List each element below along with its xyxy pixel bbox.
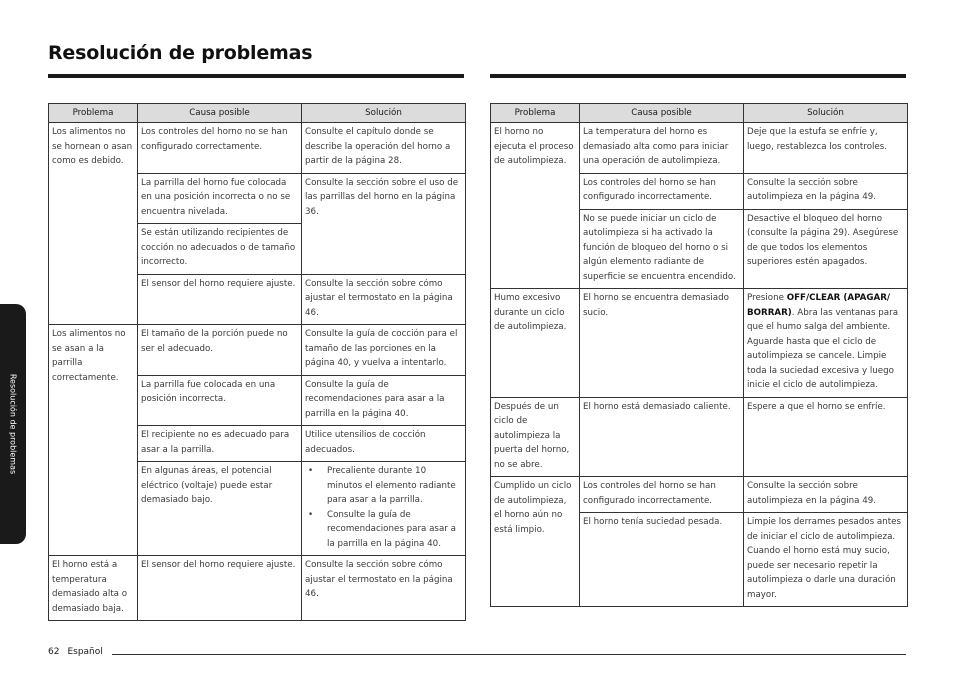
solution-text: Consulte la guía de recomendaciones para asar a la parrilla en la página — [305, 379, 445, 419]
bullet-item: • Consulte la guía de recomendaciones para asar a la parrilla en la página 40. — [305, 508, 462, 552]
solution-cell: Consulte la sección sobre autolimpieza en la página 49. — [744, 173, 908, 209]
problem-cell: Humo excesivo durante un ciclo de autolimpieza. — [491, 289, 580, 398]
cause-cell: El horno tenía suciedad pesada. — [580, 513, 744, 607]
solution-text: Consulte la guía de recomendaciones para asar a la parrilla en la página — [327, 509, 456, 549]
page-ref-link[interactable]: 40 — [427, 538, 439, 549]
solution-cell: Consulte la sección sobre cómo ajustar el termostato en la página 46. — [302, 274, 466, 325]
solution-text: Consulte el capítulo donde se describe la operación del horno a partir de la página — [305, 127, 451, 166]
solution-cell: Utilice utensilios de cocción adecuados. — [302, 426, 466, 462]
solution-cell: Consulte la guía de recomendaciones para asar a la parrilla en la página 40. — [302, 375, 466, 426]
solution-text: Consulte la sección sobre autolimpieza en la página — [747, 177, 863, 202]
table-row — [491, 123, 908, 174]
solution-cell — [744, 289, 908, 398]
solution-text: Presione — [747, 293, 787, 303]
solution-cell: Consulte la sección sobre el uso de las parrillas del horno en la página 36. — [302, 173, 466, 274]
cause-cell: El recipiente no es adecuado para asar a la parrilla. — [138, 426, 302, 462]
solution-text: Consulte la sección sobre autolimpieza en la página — [747, 481, 863, 506]
solution-text: , y vuelva a intentarlo. — [348, 358, 447, 368]
off-clear-key-label: OFF/CLEAR (APAGAR/ BORRAR) — [747, 293, 891, 318]
problem-cell: El horno no ejecuta el proceso de autolimpieza. — [491, 123, 580, 289]
page-ref-link[interactable]: 40 — [337, 358, 349, 368]
header-problem: Problema — [491, 104, 580, 123]
solution-text: ). Asegúrese de que todos los elementos superiores estén apagados. — [747, 228, 899, 267]
footer-language: Español — [67, 647, 103, 657]
page-ref-link[interactable]: 36 — [305, 206, 317, 217]
cause-cell: El sensor del horno requiere ajuste. — [138, 274, 302, 325]
cause-cell: El horno se encuentra demasiado sucio. — [580, 289, 744, 398]
header-cause: Causa posible — [580, 104, 744, 123]
solution-text: Consulte la sección sobre el uso de las parrillas del horno en la página — [305, 177, 459, 202]
side-chapter-tab-label: Resolución de problemas — [8, 373, 18, 475]
cause-cell: La parrilla del horno fue colocada en una posición incorrecta o no se encuentra nivelada. — [138, 173, 302, 224]
cause-cell: Los controles del horno no se han configurado correctamente. — [138, 123, 302, 174]
header-problem: Problema — [49, 104, 138, 123]
page-ref-link[interactable]: 49 — [862, 495, 874, 506]
cause-cell: Los controles del horno se han configurado incorrectamente. — [580, 173, 744, 209]
table-header-row — [49, 104, 466, 123]
page-ref-link[interactable]: 49 — [862, 192, 874, 202]
page-title: Resolución de problemas — [48, 42, 313, 64]
cause-cell: Se están utilizando recipientes de cocción no adecuados o de tamaño incorrecto. — [138, 224, 302, 275]
table-row — [491, 289, 908, 398]
footer-rule — [112, 654, 906, 655]
cause-cell: No se puede iniciar un ciclo de autolimpieza si ha activado la función de bloqueo del horno o si algún elemento radiante de superficie se encuentra encendido. — [580, 209, 744, 289]
problem-cell: Cumplido un ciclo de autolimpieza, el horno aún no está limpio. — [491, 477, 580, 607]
page-ref-link[interactable]: 40 — [394, 408, 406, 419]
problem-cell: Después de un ciclo de autolimpieza la puerta del horno, no se abre. — [491, 397, 580, 477]
table-row — [491, 397, 908, 477]
solution-cell — [744, 209, 908, 289]
page-ref-link[interactable]: 28 — [388, 156, 400, 166]
table-row — [491, 477, 908, 513]
solution-cell — [302, 462, 466, 556]
solution-text: . Abra las ventanas para que el humo salga del ambiente. Aguarde hasta que el ciclo de autolimpieza se cancele. Limpie toda la suciedad excesiva y luego inicie el ciclo de autolimpieza. — [747, 307, 899, 390]
cause-cell: El sensor del horno requiere ajuste. — [138, 556, 302, 621]
solution-cell: Deje que la estufa se enfríe y, luego, restablezca los controles. — [744, 123, 908, 174]
solution-cell: Consulte la sección sobre autolimpieza en la página 49. — [744, 477, 908, 513]
solution-cell: Espere a que el horno se enfríe. — [744, 397, 908, 477]
troubleshooting-table-right — [490, 103, 908, 607]
table-header-row — [491, 104, 908, 123]
page-ref-link[interactable]: 46 — [305, 589, 317, 599]
solution-text: Consulte la sección sobre cómo ajustar el termostato en la página — [305, 560, 453, 585]
header-solution: Solución — [744, 104, 908, 123]
solution-cell: Consulte el capítulo donde se describe la operación del horno a partir de la página 28. — [302, 123, 466, 174]
header-cause: Causa posible — [138, 104, 302, 123]
problem-cell: El horno está a temperatura demasiado alta o demasiado baja. — [49, 556, 138, 621]
solution-text: Desactive el bloqueo del horno (consulte la página — [747, 213, 883, 238]
solution-cell: Consulte la sección sobre cómo ajustar el termostato en la página 46. — [302, 556, 466, 621]
header-solution: Solución — [302, 104, 466, 123]
problem-cell: Los alimentos no se hornean o asan como es debido. — [49, 123, 138, 325]
table-row — [49, 123, 466, 174]
page-ref-link[interactable]: 29 — [832, 228, 844, 238]
page-ref-link[interactable]: 46 — [305, 307, 317, 318]
cause-cell: La parrilla fue colocada en una posición incorrecta. — [138, 375, 302, 426]
table-row — [49, 325, 466, 376]
cause-cell: La temperatura del horno es demasiado alta como para iniciar una operación de autolimpieza. — [580, 123, 744, 174]
solution-text: Consulte la sección sobre cómo ajustar el termostato en la página — [305, 278, 453, 303]
bullet-item: • Precaliente durante 10 minutos el elemento radiante para asar a la parrilla. — [305, 464, 462, 508]
page-number: 62 — [48, 647, 60, 657]
cause-cell: El tamaño de la porción puede no ser el adecuado. — [138, 325, 302, 376]
page-footer — [48, 647, 111, 657]
solution-cell: Limpie los derrames pesados antes de iniciar el ciclo de autolimpieza. Cuando el horno está muy sucio, puede ser necesario repetir la autolimpieza o darle una duración mayor. — [744, 513, 908, 607]
troubleshooting-table-left — [48, 103, 466, 621]
title-rule-right — [490, 74, 906, 78]
cause-cell: En algunas áreas, el potencial eléctrico (voltaje) puede estar demasiado bajo. — [138, 462, 302, 556]
solution-cell — [302, 325, 466, 376]
title-rule-left — [48, 74, 464, 78]
table-row — [49, 556, 466, 621]
problem-cell: Los alimentos no se asan a la parrilla correctamente. — [49, 325, 138, 556]
solution-text: Consulte la guía de cocción para el tamaño de las porciones en la página — [305, 329, 458, 368]
solution-bullet-list — [305, 464, 462, 551]
cause-cell: Los controles del horno se han configurado incorrectamente. — [580, 477, 744, 513]
cause-cell: El horno está demasiado caliente. — [580, 397, 744, 477]
